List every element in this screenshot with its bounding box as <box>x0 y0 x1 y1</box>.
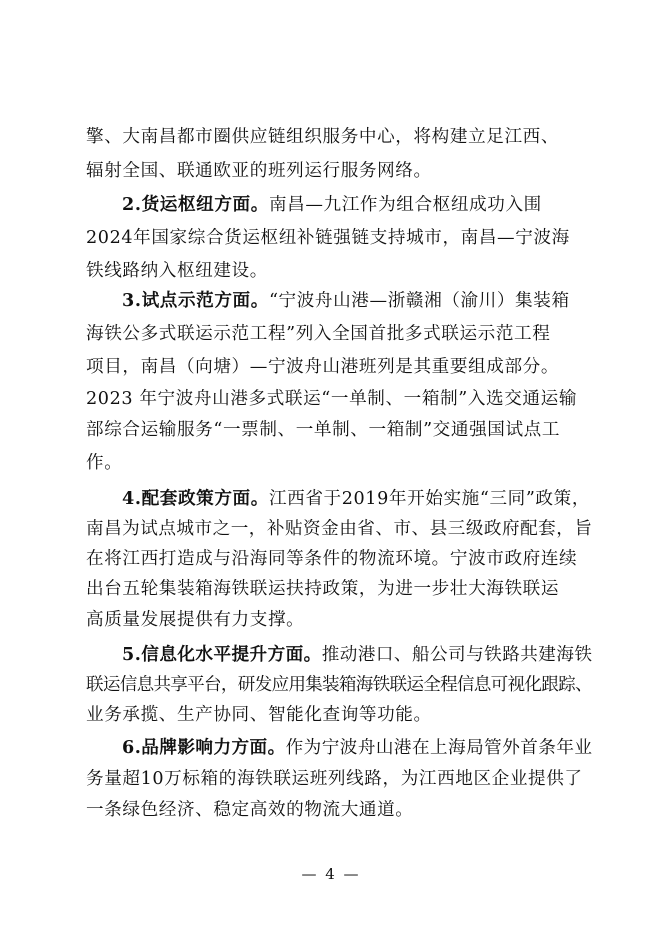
paragraph-4-text: 江西省于2019年开始实施“三同”政策， <box>268 489 591 509</box>
paragraph-4-line-1 <box>122 487 592 511</box>
paragraph-4-line-5: 高质量发展提供有力支撑。 <box>86 610 305 630</box>
paragraph-6-text: 作为宁波舟山港在上海局管外首条年业 <box>285 738 593 758</box>
paragraph-3-text: “宁波舟山港—浙赣湘（渝川）集装箱 <box>268 291 570 311</box>
paragraph-2-line-3: 铁线路纳入枢纽建设。 <box>86 261 268 281</box>
paragraph-3-line-4: 2023 年宁波舟山港多式联运“一单制、一箱制”入选交通运输 <box>86 389 578 409</box>
paragraph-6-line-3: 一条绿色经济、稳定高效的物流大通道。 <box>86 800 414 820</box>
paragraph-3-line-5: 部综合运输服务“一票制、一单制、一箱制”交通强国试点工 <box>86 420 561 440</box>
paragraph-5-line-1 <box>122 643 592 667</box>
paragraph-6-line-2: 务量超10万标箱的海铁联运班列线路，为江西地区企业提供了 <box>86 769 583 789</box>
paragraph-5-text: 推动港口、船公司与铁路共建海铁 <box>321 645 593 665</box>
paragraph-4-line-4: 出台五轮集装箱海铁联运扶持政策，为进一步壮大海铁联运 <box>86 579 560 599</box>
paragraph-5-heading: 5.信息化水平提升方面。 <box>122 644 322 665</box>
paragraph-4-line-2: 南昌为试点城市之一，补贴资金由省、市、县三级政府配套，旨 <box>86 519 593 539</box>
paragraph-4-line-3: 在将江西打造成与沿海同等条件的物流环境。宁波市政府连续 <box>86 549 578 569</box>
paragraph-3-line-3: 项目，南昌（向塘）—宁波舟山港班列是其重要组成部分。 <box>86 357 560 377</box>
paragraph-1-line-1: 擎、大南昌都市圈供应链组织服务中心，将构建立足江西、 <box>86 127 560 147</box>
paragraph-2-text: 南昌—九江作为组合枢纽成功入围 <box>268 195 542 215</box>
paragraph-5-line-2: 联运信息共享平台，研发应用集装箱海铁联运全程信息可视化跟踪、 <box>86 675 592 695</box>
page-number: — 4 — <box>301 865 361 883</box>
paragraph-3-line-1 <box>122 289 592 313</box>
paragraph-2-line-1 <box>122 193 592 217</box>
paragraph-2-line-2: 2024年国家综合货运枢纽补链强链支持城市，南昌—宁波海 <box>86 228 570 248</box>
paragraph-6-line-1 <box>122 736 592 760</box>
paragraph-3-line-6: 作。 <box>86 453 123 473</box>
paragraph-6-heading: 6.品牌影响力方面。 <box>122 737 286 758</box>
paragraph-1-line-2: 辐射全国、联通欧亚的班列运行服务网络。 <box>86 161 432 181</box>
paragraph-2-heading: 2.货运枢纽方面。 <box>122 194 269 215</box>
paragraph-4-heading: 4.配套政策方面。 <box>122 488 269 509</box>
paragraph-3-heading: 3.试点示范方面。 <box>122 290 269 311</box>
paragraph-5-line-3: 业务承揽、生产协同、智能化查询等功能。 <box>86 705 432 725</box>
paragraph-3-line-2: 海铁公多式联运示范工程”列入全国首批多式联运示范工程 <box>86 324 551 344</box>
